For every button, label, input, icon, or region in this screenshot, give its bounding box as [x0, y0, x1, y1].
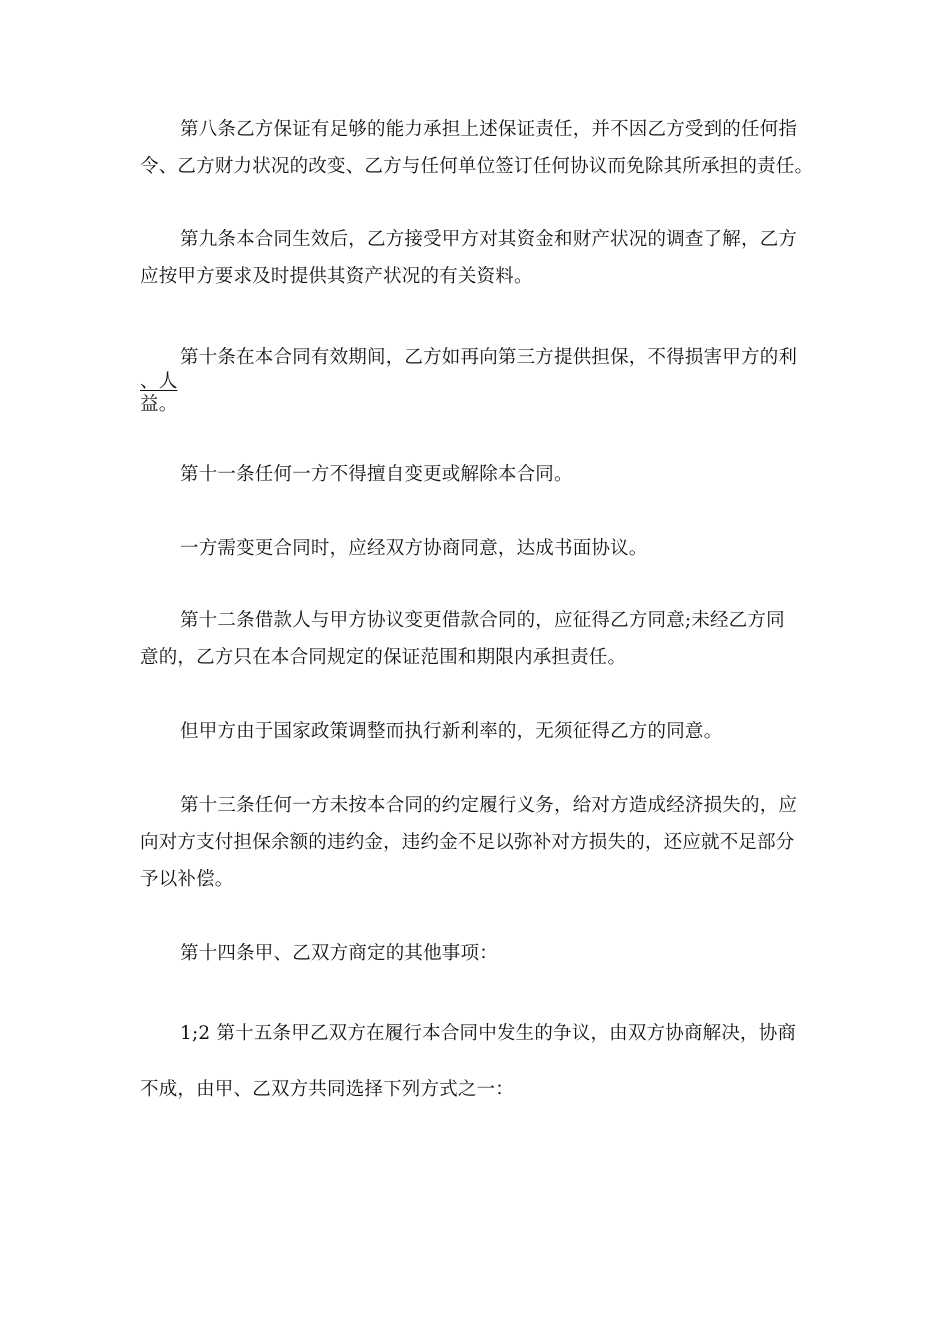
article-13-line-2: 向对方支付担保余额的违约金，违约金不足以弥补对方损失的，还应就不足部分	[140, 832, 795, 853]
article-8-line-2: 令、乙方财力状况的改变、乙方与任何单位签订任何协议而免除其所承担的责任。	[140, 156, 814, 177]
article-9-line-2: 应按甲方要求及时提供其资产状况的有关资料。	[140, 266, 533, 287]
article-12b-line-1: 但甲方由于国家政策调整而执行新利率的，无须征得乙方的同意。	[180, 721, 723, 742]
article-13-line-3: 予以补偿。	[140, 869, 234, 890]
article-9-line-1: 第九条本合同生效后，乙方接受甲方对其资金和财产状况的调查了解，乙方	[180, 229, 798, 250]
article-15-line-2: 不成，由甲、乙双方共同选择下列方式之一：	[140, 1079, 515, 1100]
article-12-line-2: 意的，乙方只在本合同规定的保证范围和期限内承担责任。	[140, 647, 627, 668]
article-10-line-1: 第十条在本合同有效期间，乙方如再向第三方提供担保，不得损害甲方的利	[180, 347, 798, 368]
article-8-line-1: 第八条乙方保证有足够的能力承担上述保证责任，并不因乙方受到的任何指	[180, 119, 798, 140]
article-10-line-2: 、人	[140, 371, 178, 392]
article-12-line-1: 第十二条借款人与甲方协议变更借款合同的，应征得乙方同意;未经乙方同	[180, 610, 785, 631]
article-14-line-1: 第十四条甲、乙双方商定的其他事项：	[180, 943, 498, 964]
article-10-line-3: 益。	[140, 394, 178, 415]
article-11b-line-1: 一方需变更合同时，应经双方协商同意，达成书面协议。	[180, 538, 648, 559]
article-11-line-1: 第十一条任何一方不得擅自变更或解除本合同。	[180, 464, 573, 485]
article-13-line-1: 第十三条任何一方未按本合同的约定履行义务，给对方造成经济损失的，应	[180, 795, 798, 816]
article-15-line-1: 1;2 第十五条甲乙双方在履行本合同中发生的争议，由双方协商解决，协商	[180, 1023, 797, 1044]
